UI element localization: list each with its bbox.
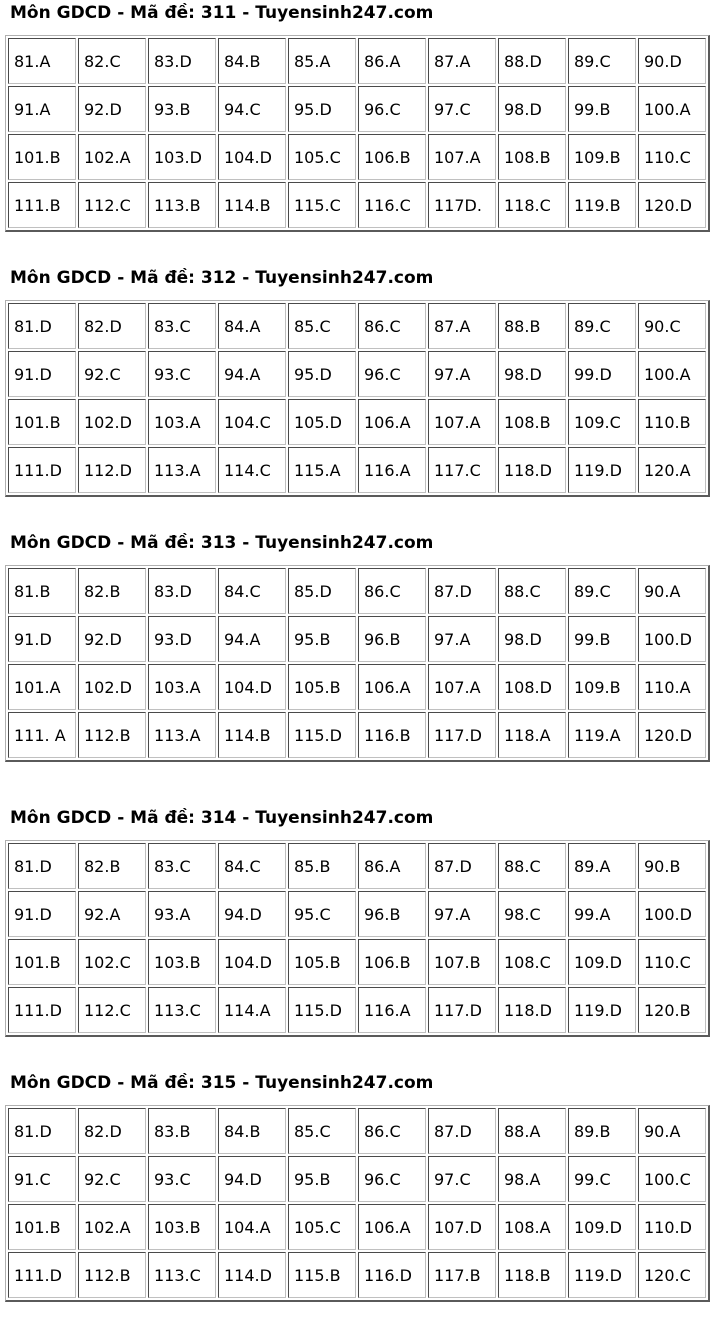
answer-cell: 106.A [358,1204,426,1250]
answer-cell: 87.A [428,303,496,349]
answer-cell: 117.D [428,987,496,1033]
answer-cell: 114.B [218,182,286,228]
answer-cell: 98.D [498,351,566,397]
answer-cell: 94.A [218,616,286,662]
answer-cell: 96.B [358,891,426,937]
answer-table [5,300,710,497]
answer-cell: 83.C [148,303,216,349]
answer-cell: 87.D [428,568,496,614]
table-row [8,987,706,1033]
answer-cell: 118.A [498,712,566,758]
answer-cell: 99.A [568,891,636,937]
answer-cell: 100.D [638,616,706,662]
answer-cell: 107.B [428,939,496,985]
answer-cell: 108.B [498,134,566,180]
section-title: Môn GDCD - Mã đề: 312 - Tuyensinh247.com [10,268,434,288]
answer-cell: 83.D [148,568,216,614]
table-row [8,351,706,397]
answer-cell: 117D. [428,182,496,228]
answer-cell: 88.D [498,38,566,84]
answer-cell: 94.A [218,351,286,397]
answer-cell: 100.A [638,86,706,132]
answer-cell: 95.C [288,891,356,937]
answer-cell: 109.C [568,399,636,445]
answer-cell: 102.C [78,939,146,985]
answer-cell: 92.A [78,891,146,937]
answer-cell: 117.C [428,447,496,493]
table-row [8,939,706,985]
answer-cell: 116.D [358,1252,426,1298]
answer-cell: 109.D [568,1204,636,1250]
answer-cell: 97.C [428,86,496,132]
answer-cell: 93.A [148,891,216,937]
answer-cell: 82.C [78,38,146,84]
answer-cell: 96.B [358,616,426,662]
answer-cell: 111.B [8,182,76,228]
answer-cell: 112.C [78,182,146,228]
answer-cell: 116.B [358,712,426,758]
section-title: Môn GDCD - Mã đề: 313 - Tuyensinh247.com [10,533,434,553]
answer-cell: 86.C [358,568,426,614]
answer-cell: 98.C [498,891,566,937]
answer-cell: 103.B [148,1204,216,1250]
answer-cell: 111. A [8,712,76,758]
answer-cell: 99.D [568,351,636,397]
answer-cell: 103.A [148,399,216,445]
answer-cell: 84.B [218,38,286,84]
answer-cell: 98.D [498,86,566,132]
table-row [8,1108,706,1154]
answer-cell: 120.B [638,987,706,1033]
answer-cell: 110.C [638,939,706,985]
answer-cell: 94.D [218,1156,286,1202]
answer-cell: 109.D [568,939,636,985]
table-row [8,616,706,662]
answer-cell: 86.C [358,1108,426,1154]
answer-cell: 92.D [78,616,146,662]
answer-cell: 91.C [8,1156,76,1202]
answer-cell: 112.B [78,712,146,758]
answer-cell: 93.C [148,1156,216,1202]
table-row [8,891,706,937]
answer-cell: 105.C [288,1204,356,1250]
answer-cell: 114.A [218,987,286,1033]
answer-cell: 103.B [148,939,216,985]
answer-cell: 101.A [8,664,76,710]
answer-table [5,35,710,232]
answer-cell: 118.D [498,987,566,1033]
table-row [8,1204,706,1250]
section-title: Môn GDCD - Mã đề: 315 - Tuyensinh247.com [10,1073,434,1093]
answer-cell: 108.D [498,664,566,710]
answer-cell: 102.A [78,134,146,180]
answer-cell: 81.B [8,568,76,614]
answer-cell: 88.A [498,1108,566,1154]
answer-cell: 103.A [148,664,216,710]
answer-cell: 104.C [218,399,286,445]
answer-cell: 106.B [358,134,426,180]
answer-cell: 93.C [148,351,216,397]
answer-cell: 110.C [638,134,706,180]
answer-cell: 119.D [568,987,636,1033]
answer-cell: 91.D [8,891,76,937]
answer-table [5,840,710,1037]
answer-cell: 97.C [428,1156,496,1202]
answer-cell: 82.D [78,303,146,349]
answer-cell: 89.C [568,303,636,349]
answer-cell: 96.C [358,86,426,132]
answer-cell: 81.D [8,1108,76,1154]
table-row [8,664,706,710]
answer-cell: 85.D [288,568,356,614]
answer-cell: 105.B [288,939,356,985]
table-row [8,38,706,84]
answer-cell: 118.B [498,1252,566,1298]
answer-cell: 101.B [8,399,76,445]
answer-cell: 115.D [288,712,356,758]
answer-cell: 101.B [8,939,76,985]
answer-cell: 82.D [78,1108,146,1154]
answer-cell: 105.B [288,664,356,710]
answer-cell: 85.C [288,1108,356,1154]
answer-cell: 109.B [568,664,636,710]
answer-cell: 86.C [358,303,426,349]
answer-cell: 83.C [148,843,216,889]
answer-cell: 91.D [8,351,76,397]
answer-cell: 110.A [638,664,706,710]
answer-cell: 105.D [288,399,356,445]
answer-cell: 87.D [428,843,496,889]
answer-cell: 115.C [288,182,356,228]
answer-cell: 89.C [568,568,636,614]
answer-cell: 117.B [428,1252,496,1298]
answer-cell: 102.D [78,399,146,445]
table-row [8,182,706,228]
answer-cell: 104.D [218,134,286,180]
answer-cell: 93.D [148,616,216,662]
answer-cell: 86.A [358,38,426,84]
answer-cell: 119.D [568,1252,636,1298]
answer-cell: 83.D [148,38,216,84]
answer-cell: 104.D [218,939,286,985]
answer-cell: 115.B [288,1252,356,1298]
answer-cell: 112.B [78,1252,146,1298]
answer-cell: 113.B [148,182,216,228]
section-title: Môn GDCD - Mã đề: 311 - Tuyensinh247.com [10,3,434,23]
table-row [8,86,706,132]
answer-cell: 114.D [218,1252,286,1298]
answer-cell: 81.D [8,843,76,889]
answer-cell: 90.C [638,303,706,349]
answer-cell: 112.D [78,447,146,493]
answer-cell: 100.A [638,351,706,397]
answer-cell: 96.C [358,1156,426,1202]
answer-cell: 119.D [568,447,636,493]
answer-cell: 102.A [78,1204,146,1250]
answer-cell: 85.B [288,843,356,889]
answer-cell: 85.C [288,303,356,349]
answer-cell: 117.D [428,712,496,758]
table-row [8,1156,706,1202]
answer-cell: 109.B [568,134,636,180]
answer-cell: 111.D [8,447,76,493]
answer-cell: 84.B [218,1108,286,1154]
answer-cell: 115.A [288,447,356,493]
answer-table [5,565,710,762]
answer-cell: 108.C [498,939,566,985]
answer-cell: 87.A [428,38,496,84]
answer-cell: 118.C [498,182,566,228]
answer-cell: 93.B [148,86,216,132]
answer-cell: 113.A [148,712,216,758]
answer-cell: 91.D [8,616,76,662]
answer-cell: 92.C [78,1156,146,1202]
answer-cell: 84.C [218,843,286,889]
answer-cell: 81.A [8,38,76,84]
answer-cell: 84.A [218,303,286,349]
answer-cell: 102.D [78,664,146,710]
answer-cell: 94.C [218,86,286,132]
answer-cell: 94.D [218,891,286,937]
answer-cell: 98.A [498,1156,566,1202]
answer-cell: 95.D [288,86,356,132]
answer-cell: 90.A [638,568,706,614]
section-title: Môn GDCD - Mã đề: 314 - Tuyensinh247.com [10,808,434,828]
answer-cell: 100.C [638,1156,706,1202]
answer-cell: 90.A [638,1108,706,1154]
answer-cell: 110.D [638,1204,706,1250]
table-row [8,303,706,349]
answer-cell: 111.D [8,1252,76,1298]
answer-cell: 103.D [148,134,216,180]
answer-cell: 98.D [498,616,566,662]
answer-cell: 120.D [638,712,706,758]
answer-cell: 89.B [568,1108,636,1154]
answer-cell: 87.D [428,1108,496,1154]
answer-cell: 110.B [638,399,706,445]
answer-cell: 107.A [428,134,496,180]
answer-cell: 116.C [358,182,426,228]
table-row [8,447,706,493]
answer-cell: 101.B [8,134,76,180]
answer-cell: 107.D [428,1204,496,1250]
answer-cell: 82.B [78,843,146,889]
answer-cell: 99.B [568,616,636,662]
answer-cell: 88.C [498,568,566,614]
answer-cell: 91.A [8,86,76,132]
table-row [8,712,706,758]
answer-cell: 97.A [428,616,496,662]
answer-cell: 96.C [358,351,426,397]
answer-cell: 120.A [638,447,706,493]
answer-cell: 113.C [148,1252,216,1298]
answer-cell: 106.A [358,399,426,445]
answer-cell: 119.A [568,712,636,758]
answer-table [5,1105,710,1302]
answer-cell: 107.A [428,399,496,445]
answer-cell: 114.C [218,447,286,493]
answer-cell: 86.A [358,843,426,889]
answer-cell: 82.B [78,568,146,614]
answer-cell: 105.C [288,134,356,180]
answer-cell: 95.B [288,1156,356,1202]
answer-cell: 115.D [288,987,356,1033]
answer-cell: 104.D [218,664,286,710]
table-row [8,134,706,180]
answer-cell: 119.B [568,182,636,228]
answer-cell: 97.A [428,351,496,397]
answer-cell: 88.C [498,843,566,889]
answer-cell: 92.C [78,351,146,397]
answer-cell: 104.A [218,1204,286,1250]
answer-cell: 81.D [8,303,76,349]
table-row [8,568,706,614]
answer-cell: 107.A [428,664,496,710]
answer-cell: 108.A [498,1204,566,1250]
answer-cell: 89.A [568,843,636,889]
answer-cell: 99.B [568,86,636,132]
answer-cell: 116.A [358,987,426,1033]
answer-cell: 106.A [358,664,426,710]
answer-cell: 83.B [148,1108,216,1154]
answer-cell: 97.A [428,891,496,937]
answer-cell: 90.B [638,843,706,889]
answer-cell: 84.C [218,568,286,614]
answer-cell: 92.D [78,86,146,132]
answer-cell: 111.D [8,987,76,1033]
answer-cell: 120.D [638,182,706,228]
answer-cell: 88.B [498,303,566,349]
answer-cell: 108.B [498,399,566,445]
answer-cell: 89.C [568,38,636,84]
table-row [8,399,706,445]
answer-cell: 95.D [288,351,356,397]
answer-cell: 112.C [78,987,146,1033]
answer-cell: 116.A [358,447,426,493]
answer-cell: 113.A [148,447,216,493]
answer-cell: 120.C [638,1252,706,1298]
answer-cell: 90.D [638,38,706,84]
answer-cell: 101.B [8,1204,76,1250]
answer-cell: 114.B [218,712,286,758]
answer-cell: 95.B [288,616,356,662]
answer-cell: 118.D [498,447,566,493]
answer-cell: 99.C [568,1156,636,1202]
table-row [8,843,706,889]
answer-cell: 100.D [638,891,706,937]
answer-cell: 85.A [288,38,356,84]
table-row [8,1252,706,1298]
answer-cell: 106.B [358,939,426,985]
answer-cell: 113.C [148,987,216,1033]
